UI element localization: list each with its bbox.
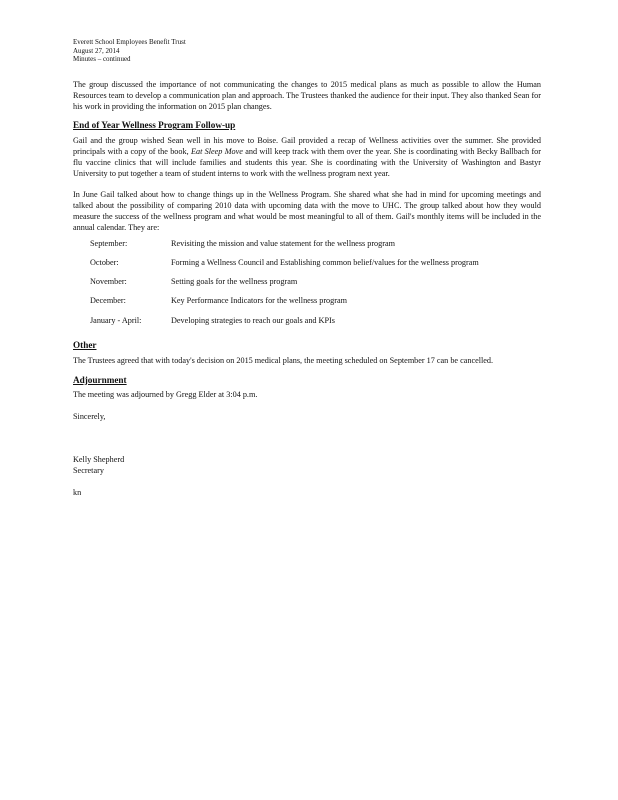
list-item	[73, 239, 541, 250]
signer-name: Kelly Shepherd	[73, 455, 125, 465]
other-paragraph: The Trustees agreed that with today's decision on 2015 medical plans, the meeting scheduled on September 17 can be cancelled.	[73, 355, 494, 365]
item-description: Setting goals for the wellness program	[171, 277, 298, 287]
wellness-heading: End of Year Wellness Program Follow-up	[73, 120, 236, 131]
list-item	[73, 258, 541, 269]
list-item	[73, 296, 541, 307]
adjournment-heading: Adjournment	[73, 374, 127, 385]
document-body	[73, 80, 541, 498]
list-item	[73, 277, 541, 288]
typist-initials: kn	[73, 487, 82, 497]
wellness-paragraph-1-end: and will keep track with them over the year. She is coordinating with Becky Ballbach for flu vaccine clinics that will include families and students this year. She is coordinating with the University of Washington and Bastyr University to put together a team of student interns to work with the wellness program next year.	[73, 146, 542, 178]
salutation: Sincerely,	[73, 412, 106, 422]
header-date: August 27, 2014	[73, 46, 120, 55]
header-continuation: Minutes – continued	[73, 55, 131, 63]
bullet-glyph	[73, 277, 90, 288]
wellness-paragraph-2: In June Gail talked about how to change things up in the Wellness Program. She shared what she had in mind for upcoming meetings and talked about the possibility of comparing 2010 data with upcoming data with the move to UHC. The group talked about how they would measure the success of the wellness program and what would be most meaningful to all of them. Gail's monthly items will be included in the annual calendar. They are:	[73, 190, 541, 232]
bullet-glyph	[73, 239, 90, 250]
other-heading: Other	[73, 340, 97, 351]
adjournment-paragraph: The meeting was adjourned by Gregg Elder at 3:04 p.m.	[73, 390, 258, 400]
header-organization: Everett School Employees Benefit Trust	[73, 38, 186, 46]
bullet-glyph	[73, 316, 90, 327]
monthly-items-list	[73, 239, 541, 327]
list-item	[73, 316, 541, 327]
item-description: Revisiting the mission and value statement for the wellness program	[171, 238, 395, 248]
item-month: December:	[90, 296, 126, 306]
item-month: October:	[90, 257, 119, 267]
wellness-paragraph-1	[73, 136, 541, 179]
item-month: September:	[90, 238, 128, 248]
bullet-glyph	[73, 258, 90, 269]
item-month: January - April:	[90, 315, 142, 325]
item-description: Forming a Wellness Council and Establishing common belief/values for the wellness program	[171, 257, 479, 267]
item-description: Developing strategies to reach our goals and KPIs	[171, 315, 335, 325]
item-description: Key Performance Indicators for the wellness program	[171, 296, 347, 306]
wellness-paragraph-1-start: Gail and the group wished Sean well in his move to Boise. Gail provided a recap of Wellness activities over the summer. She provided principals with a copy of the book,	[73, 136, 541, 156]
book-title: Eat Sleep Move	[190, 146, 243, 156]
bullet-glyph	[73, 296, 90, 307]
item-month: November:	[90, 277, 127, 287]
signer-title: Secretary	[73, 465, 104, 475]
intro-paragraph: The group discussed the importance of not communicating the changes to 2015 medical plans as much as possible to allow the Human Resources team to develop a communication plan and approach. The Trustees thanked the audience for their input. They also thanked Sean for his work in providing the information on 2015 plan changes.	[73, 80, 541, 111]
document-header	[73, 38, 186, 64]
